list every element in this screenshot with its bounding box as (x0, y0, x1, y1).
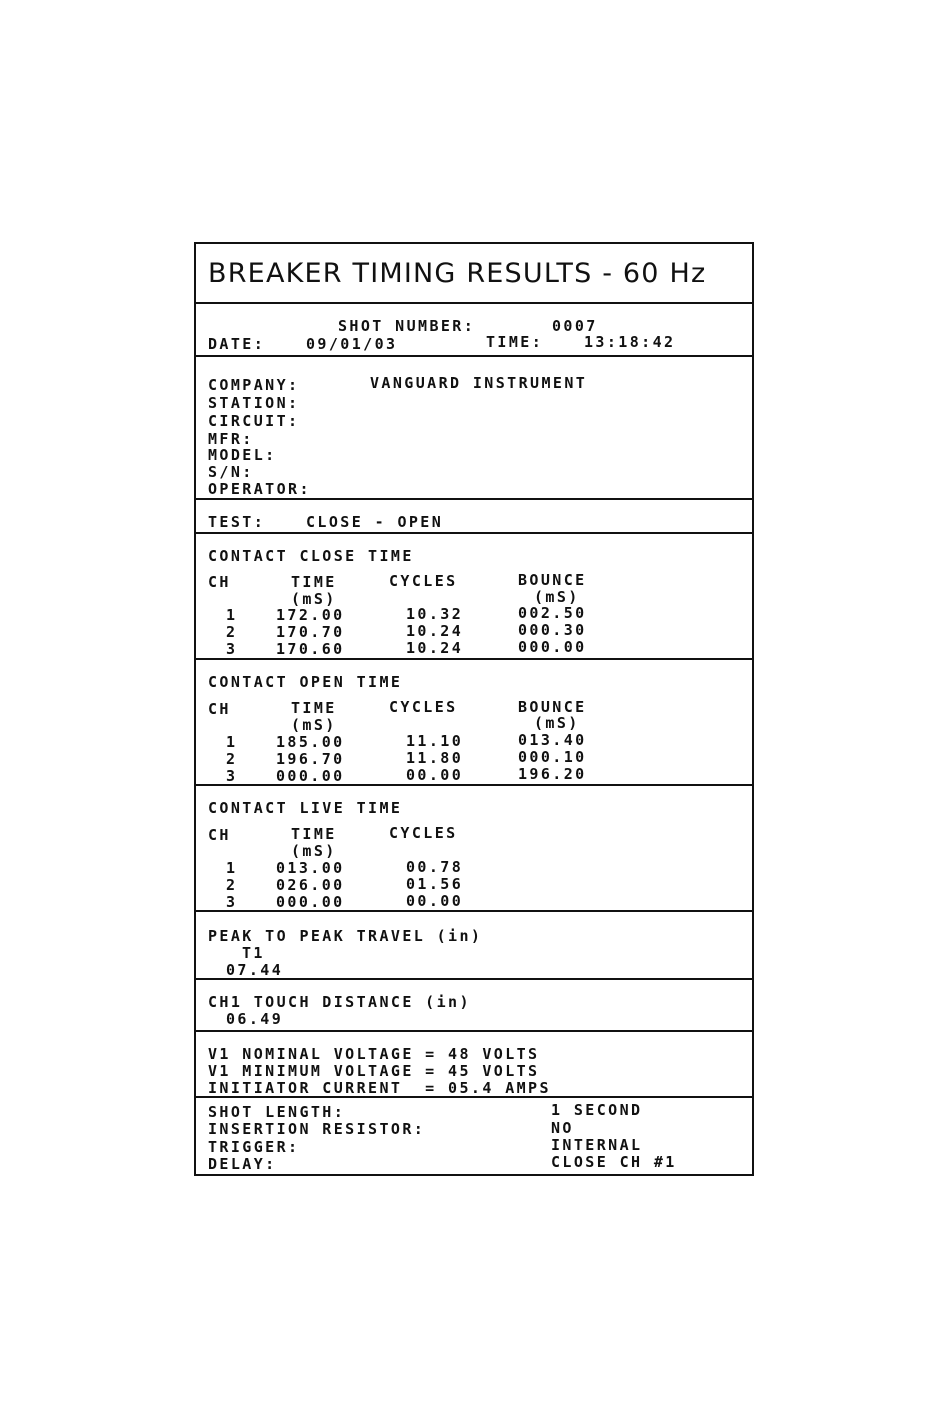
voltage-section (196, 1030, 752, 1098)
row-ch: 2 (226, 876, 238, 894)
header-ch: CH (208, 826, 231, 844)
contact-open-time-section (196, 658, 752, 786)
header-bounce: BOUNCE (518, 571, 587, 589)
trigger-label: TRIGGER: (208, 1138, 300, 1156)
header-ch: CH (208, 573, 231, 591)
row-time: 000.00 (276, 767, 345, 785)
shot-settings-section (196, 1096, 752, 1174)
row-cycles: 00.78 (406, 858, 464, 876)
company-value: VANGUARD INSTRUMENT (370, 374, 588, 392)
travel-value: 07.44 (226, 961, 284, 979)
row-bounce: 000.30 (518, 621, 587, 639)
row-time: 185.00 (276, 733, 345, 751)
row-ch: 1 (226, 606, 238, 624)
row-time: 196.70 (276, 750, 345, 768)
company-label: COMPANY: (208, 376, 300, 394)
touch-distance-section (196, 978, 752, 1032)
row-cycles: 10.32 (406, 605, 464, 623)
row-time: 000.00 (276, 893, 345, 911)
nominal-voltage: V1 NOMINAL VOLTAGE = 48 VOLTS (208, 1045, 540, 1063)
row-ch: 1 (226, 733, 238, 751)
row-cycles: 11.10 (406, 732, 464, 750)
trigger-value: INTERNAL (551, 1136, 643, 1154)
row-ch: 3 (226, 893, 238, 911)
unit-time: (mS) (291, 590, 337, 608)
row-bounce: 002.50 (518, 604, 587, 622)
unit-bounce: (mS) (534, 588, 580, 606)
date-value: 09/01/03 (306, 335, 398, 353)
section-title: CONTACT CLOSE TIME (208, 547, 414, 565)
header-cycles: CYCLES (389, 698, 458, 716)
date-label: DATE: (208, 335, 266, 353)
company-info-section (196, 355, 752, 499)
row-ch: 3 (226, 640, 238, 658)
row-time: 172.00 (276, 606, 345, 624)
operator-label: OPERATOR: (208, 480, 311, 498)
section-title: CH1 TOUCH DISTANCE (in) (208, 993, 471, 1011)
header-cycles: CYCLES (389, 824, 458, 842)
shot-length-value: 1 SECOND (551, 1101, 643, 1119)
report-title: BREAKER TIMING RESULTS - 60 Hz (208, 258, 707, 289)
header-bounce: BOUNCE (518, 698, 587, 716)
circuit-label: CIRCUIT: (208, 412, 300, 430)
unit-time: (mS) (291, 716, 337, 734)
row-time: 170.60 (276, 640, 345, 658)
row-time: 026.00 (276, 876, 345, 894)
row-cycles: 11.80 (406, 749, 464, 767)
row-ch: 3 (226, 767, 238, 785)
delay-value: CLOSE CH #1 (551, 1153, 677, 1171)
mfr-label: MFR: (208, 430, 254, 448)
timing-report (194, 242, 754, 1176)
touch-value: 06.49 (226, 1010, 284, 1028)
travel-channel: T1 (242, 944, 265, 962)
row-ch: 2 (226, 750, 238, 768)
shot-number: 0007 (552, 317, 598, 335)
row-cycles: 00.00 (406, 892, 464, 910)
row-time: 013.00 (276, 859, 345, 877)
row-cycles: 01.56 (406, 875, 464, 893)
resistor-label: INSERTION RESISTOR: (208, 1120, 426, 1138)
row-cycles: 10.24 (406, 639, 464, 657)
initiator-current: INITIATOR CURRENT = 05.4 AMPS (208, 1079, 551, 1097)
header-cycles: CYCLES (389, 572, 458, 590)
contact-close-time-section (196, 532, 752, 660)
title-section (196, 244, 752, 304)
row-cycles: 10.24 (406, 622, 464, 640)
shot-number-label: SHOT NUMBER: (338, 317, 476, 335)
time-label: TIME: (486, 333, 544, 351)
contact-live-time-section (196, 784, 752, 912)
shot-info-section (196, 302, 752, 356)
model-label: MODEL: (208, 446, 277, 464)
header-time: TIME (291, 699, 337, 717)
row-bounce: 000.00 (518, 638, 587, 656)
shot-length-label: SHOT LENGTH: (208, 1103, 346, 1121)
sn-label: S/N: (208, 463, 254, 481)
delay-label: DELAY: (208, 1155, 277, 1173)
row-time: 170.70 (276, 623, 345, 641)
row-ch: 1 (226, 859, 238, 877)
unit-bounce: (mS) (534, 714, 580, 732)
minimum-voltage: V1 MINIMUM VOLTAGE = 45 VOLTS (208, 1062, 540, 1080)
test-section (196, 498, 752, 534)
time-value: 13:18:42 (584, 333, 676, 351)
row-bounce: 000.10 (518, 748, 587, 766)
header-ch: CH (208, 700, 231, 718)
section-title: PEAK TO PEAK TRAVEL (in) (208, 927, 483, 945)
unit-time: (mS) (291, 842, 337, 860)
resistor-value: NO (551, 1119, 574, 1137)
row-ch: 2 (226, 623, 238, 641)
test-value: CLOSE - OPEN (306, 513, 444, 531)
row-bounce: 196.20 (518, 765, 587, 783)
row-cycles: 00.00 (406, 766, 464, 784)
test-label: TEST: (208, 513, 266, 531)
travel-section (196, 910, 752, 980)
section-title: CONTACT OPEN TIME (208, 673, 403, 691)
section-title: CONTACT LIVE TIME (208, 799, 403, 817)
row-bounce: 013.40 (518, 731, 587, 749)
header-time: TIME (291, 573, 337, 591)
header-time: TIME (291, 825, 337, 843)
station-label: STATION: (208, 394, 300, 412)
